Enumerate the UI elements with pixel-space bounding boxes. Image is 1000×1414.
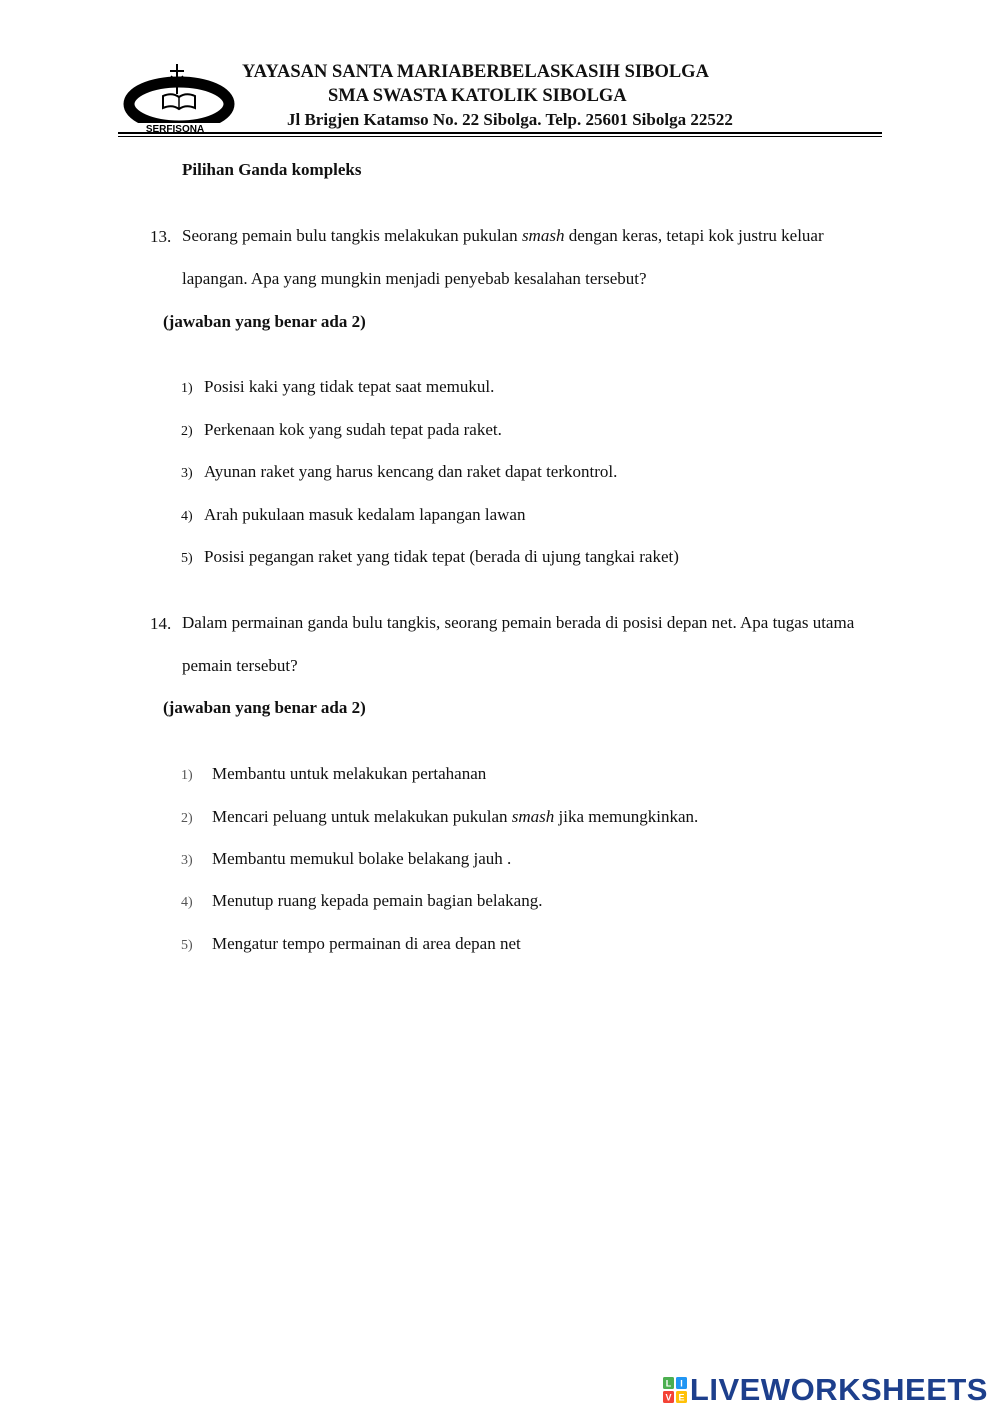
option-text: Membantu untuk melakukan pertahanan xyxy=(212,764,487,783)
question-13-option-5[interactable] xyxy=(181,547,679,567)
question-14-option-4[interactable] xyxy=(181,891,542,911)
option-text: Perkenaan kok yang sudah tepat pada raket. xyxy=(204,420,502,439)
question-13-text-part1: Seorang pemain bulu tangkis melakukan pukulan xyxy=(182,226,522,245)
question-14-note: (jawaban yang benar ada 2) xyxy=(163,698,366,717)
section-title: Pilihan Ganda kompleks xyxy=(182,160,362,179)
question-14-text: Dalam permainan ganda bulu tangkis, seorang pemain berada di posisi depan net. Apa tugas utama pemain tersebut? xyxy=(182,613,855,675)
school-logo xyxy=(117,60,237,136)
option-text: Posisi kaki yang tidak tepat saat memukul. xyxy=(204,377,495,396)
header-rule-thick xyxy=(118,132,882,134)
question-13-text xyxy=(182,214,882,300)
question-13-text-part2: dengan keras, tetapi kok justru keluar lapangan. Apa yang mungkin menjadi penyebab kesalahan tersebut? xyxy=(182,226,824,288)
option-text: Posisi pegangan raket yang tidak tepat (berada di ujung tangkai raket) xyxy=(204,547,679,566)
header-rule-thin xyxy=(118,136,882,137)
liveworksheets-watermark xyxy=(663,1372,988,1407)
option-number: 3) xyxy=(181,853,193,868)
option-italic-term: smash xyxy=(511,807,555,826)
option-number: 1) xyxy=(181,768,193,783)
question-13-note: (jawaban yang benar ada 2) xyxy=(163,312,366,331)
svg-text:L: L xyxy=(665,1378,672,1389)
question-14-option-2[interactable] xyxy=(181,807,698,827)
liveworksheets-logo-icon xyxy=(663,1377,687,1403)
question-13-option-2[interactable] xyxy=(181,420,502,440)
question-14-option-1[interactable] xyxy=(181,764,486,784)
question-13-option-3[interactable] xyxy=(181,462,617,482)
option-text: Menutup ruang kepada pemain bagian belakang. xyxy=(212,891,543,910)
option-number: 4) xyxy=(181,895,193,910)
question-13-number: 13. xyxy=(150,227,172,246)
header-school-name: SMA SWASTA KATOLIK SIBOLGA xyxy=(328,86,627,106)
option-text: Ayunan raket yang harus kencang dan raket dapat terkontrol. xyxy=(204,462,618,481)
question-13-italic-term: smash xyxy=(521,226,565,245)
question-14-number: 14. xyxy=(150,614,172,633)
header-address: Jl Brigjen Katamso No. 22 Sibolga. Telp. 25601 Sibolga 22522 xyxy=(287,110,733,129)
option-text-part2: jika memungkinkan. xyxy=(554,807,699,826)
svg-text:E: E xyxy=(678,1392,685,1403)
option-number: 4) xyxy=(181,509,193,524)
question-14-option-5[interactable] xyxy=(181,934,521,954)
option-number: 2) xyxy=(181,424,193,439)
logo-label: SERFISONA xyxy=(145,124,205,135)
question-14-option-3[interactable] xyxy=(181,849,511,869)
option-number: 5) xyxy=(181,938,193,953)
option-number: 3) xyxy=(181,466,193,481)
option-text: Membantu memukul bolake belakang jauh . xyxy=(212,849,512,868)
option-number: 5) xyxy=(181,551,193,566)
option-text: Mengatur tempo permainan di area depan net xyxy=(212,934,521,953)
svg-text:I: I xyxy=(680,1378,683,1389)
option-number: 1) xyxy=(181,381,193,396)
question-13-option-1[interactable] xyxy=(181,377,494,397)
option-text-part1: Mencari peluang untuk melakukan pukulan xyxy=(212,807,512,826)
option-text: Arah pukulaan masuk kedalam lapangan lawan xyxy=(204,505,526,524)
option-number: 2) xyxy=(181,811,193,826)
header-foundation-name: YAYASAN SANTA MARIABERBELASKASIH SIBOLGA xyxy=(242,62,709,82)
question-13-option-4[interactable] xyxy=(181,505,525,525)
svg-text:V: V xyxy=(665,1392,672,1403)
liveworksheets-brand-text: LIVEWORKSHEETS xyxy=(689,1372,988,1407)
